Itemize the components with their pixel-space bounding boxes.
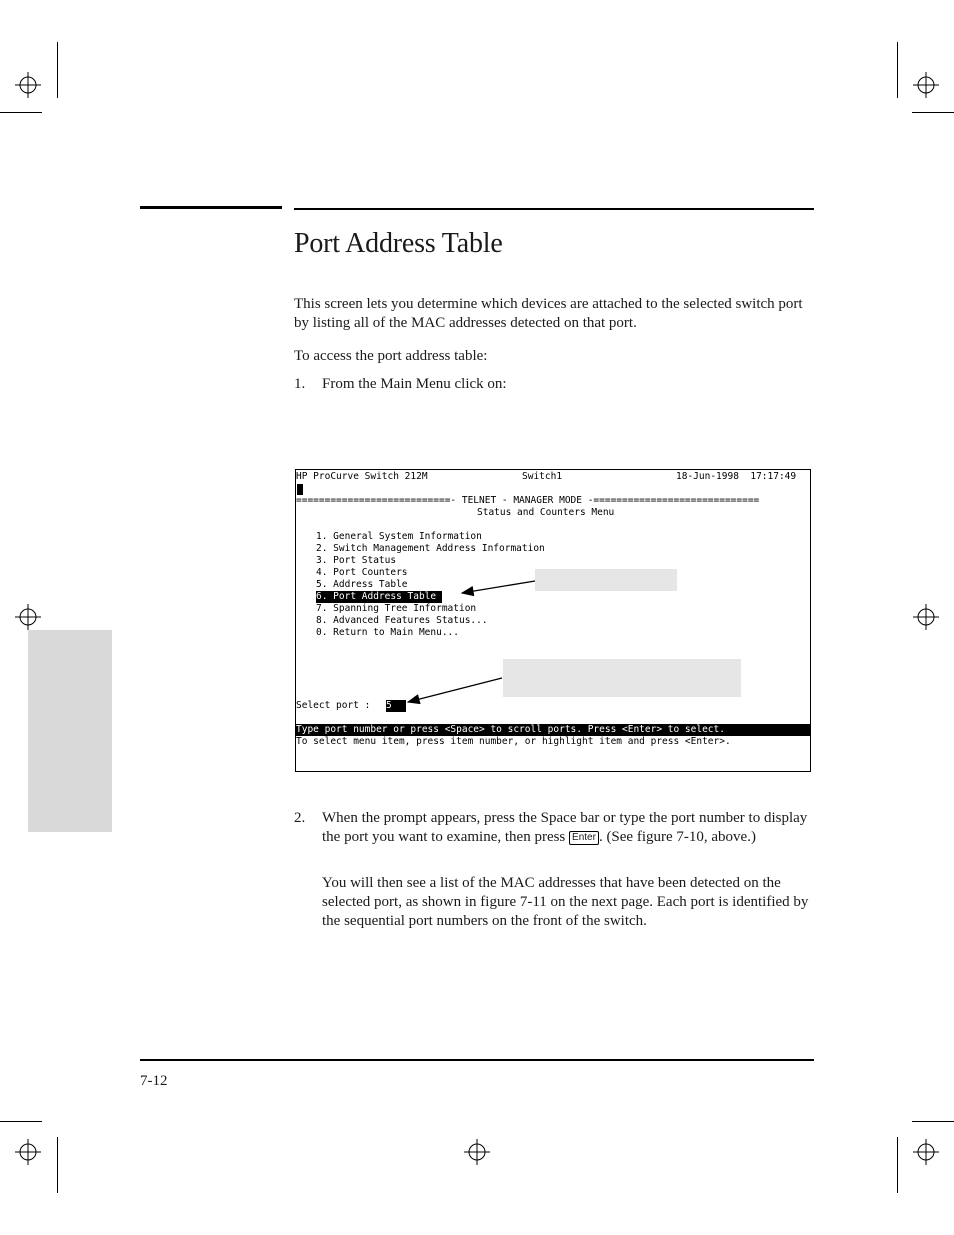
select-port-input[interactable]: 5	[386, 700, 406, 712]
step-1-number: 1.	[294, 376, 306, 392]
menu-item[interactable]: 1. General System Information	[316, 531, 482, 542]
terminal-help-bar: Type port number or press <Space> to scroll ports. Press <Enter> to select.	[296, 724, 810, 736]
followup-paragraph: You will then see a list of the MAC addresses that have been detected on the selected port, as shown in figure 7-11 on the next page. Each port is identified by the sequential port numbers on the front of the switch.	[322, 875, 809, 929]
terminal-mode-bar: ===========================- TELNET - MANAGER MODE -=============================	[296, 495, 760, 506]
crop-mark	[912, 1121, 954, 1122]
menu-item[interactable]: 3. Port Status	[316, 555, 397, 566]
step-2-text-after: . (See figure 7-10, above.)	[598, 829, 756, 845]
terminal-header-center: Switch1	[522, 471, 563, 482]
chapter-side-tab	[28, 630, 112, 832]
crop-mark	[57, 42, 58, 98]
crop-mark	[897, 1137, 898, 1193]
header-rule-left	[140, 206, 282, 209]
registration-mark-icon	[464, 1139, 490, 1165]
callout-box	[535, 569, 677, 591]
registration-mark-icon	[15, 72, 41, 98]
page-number: 7-12	[140, 1073, 168, 1089]
step-1-text: From the Main Menu click on:	[322, 376, 507, 392]
terminal-menu-title: Status and Counters Menu	[477, 507, 615, 518]
registration-mark-icon	[913, 72, 939, 98]
select-port-label: Select port :	[296, 700, 377, 711]
step-2-number: 2.	[294, 810, 306, 826]
menu-item[interactable]: 5. Address Table	[316, 579, 408, 590]
menu-item[interactable]: 4. Port Counters	[316, 567, 408, 578]
menu-item[interactable]: 7. Spanning Tree Information	[316, 603, 477, 614]
crop-mark	[0, 112, 42, 113]
terminal-cursor	[297, 484, 303, 495]
step-2-text-before: When the prompt appears, press the Space bar or type the port number to display the port you want to examine, then press	[322, 810, 808, 845]
registration-mark-icon	[15, 1139, 41, 1165]
registration-mark-icon	[913, 1139, 939, 1165]
callout-box	[503, 659, 741, 697]
terminal-header-left: HP ProCurve Switch 212M	[296, 471, 428, 482]
intro-paragraph: This screen lets you determine which devices are attached to the selected switch port by listing all of the MAC addresses detected on that port.	[294, 296, 803, 331]
terminal-help-line: To select menu item, press item number, or highlight item and press <Enter>.	[296, 736, 731, 747]
crop-mark	[0, 1121, 42, 1122]
menu-item[interactable]: 2. Switch Management Address Information	[316, 543, 545, 554]
crop-mark	[57, 1137, 58, 1193]
terminal-screenshot	[295, 469, 811, 772]
registration-mark-icon	[15, 604, 41, 630]
terminal-header-right: 18-Jun-1998 17:17:49	[676, 471, 797, 482]
crop-mark	[897, 42, 898, 98]
registration-mark-icon	[913, 604, 939, 630]
header-rule-right	[294, 208, 814, 210]
menu-item-selected[interactable]: 6. Port Address Table	[316, 591, 442, 602]
page-title: Port Address Table	[294, 228, 503, 259]
menu-item[interactable]: 0. Return to Main Menu...	[316, 627, 459, 638]
footer-rule	[140, 1059, 814, 1061]
enter-key-icon: Enter	[569, 831, 599, 845]
menu-item[interactable]: 8. Advanced Features Status...	[316, 615, 488, 626]
access-instruction: To access the port address table:	[294, 348, 488, 364]
crop-mark	[912, 112, 954, 113]
step-2-text	[322, 809, 812, 847]
